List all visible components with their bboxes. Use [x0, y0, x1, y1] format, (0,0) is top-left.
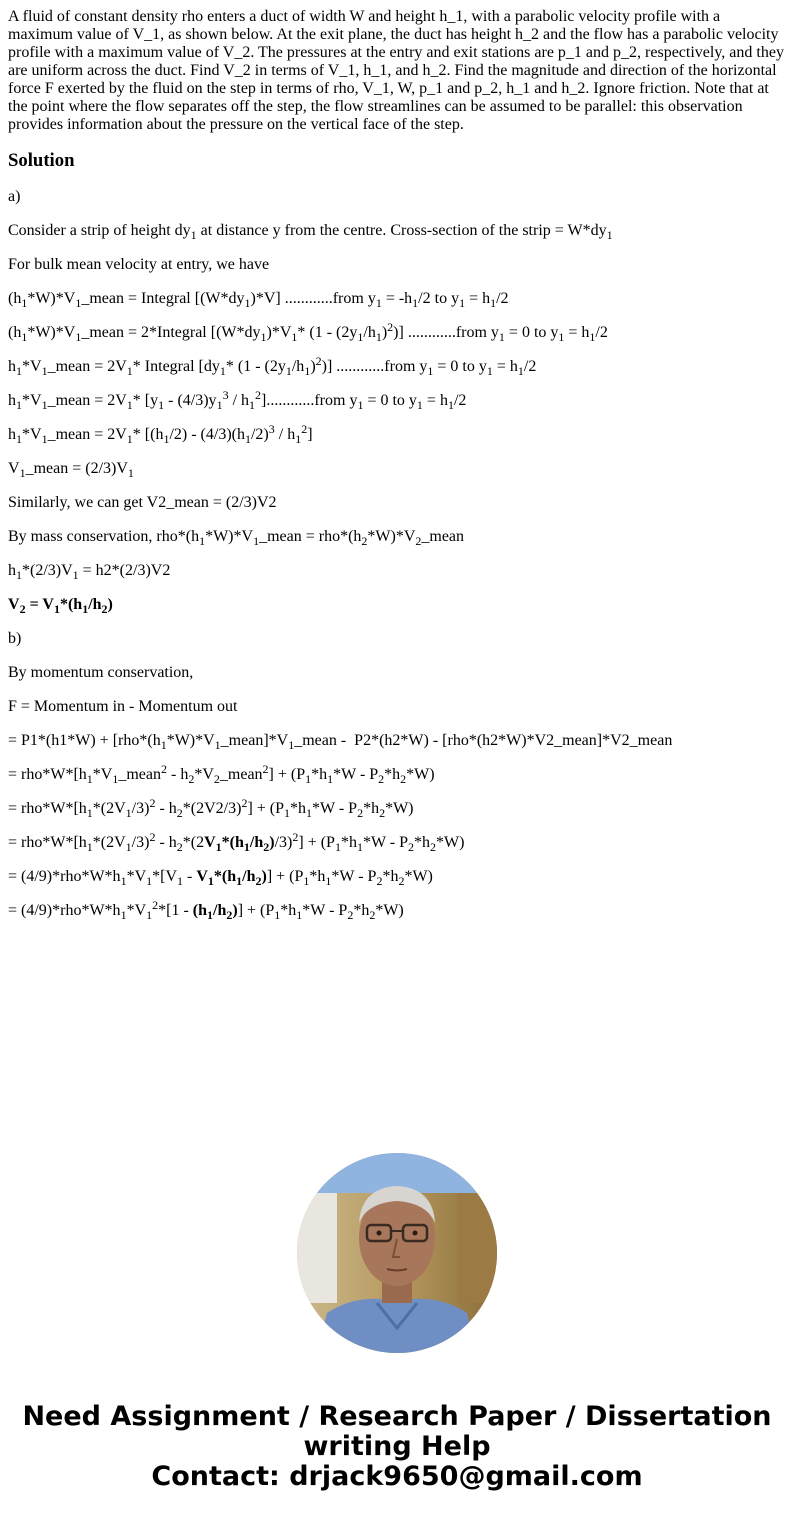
equation-line: F = Momentum in - Momentum out	[8, 698, 238, 715]
footer-line: Need Assignment / Research Paper / Dissertation	[22, 1401, 772, 1432]
equation-line: $h_1*V_1\_mean = 2V_1*$ $[(h_1/2) - (4/3)(h_1/2)^3 / h_1^2]$	[8, 422, 313, 446]
equation-line: $h_1*(2/3)V_1 = h2*(2/3)V2$	[8, 562, 171, 582]
equation-line: By momentum conservation,	[8, 664, 194, 681]
equation-line: Similarly, we can get V2_mean = (2/3)V2	[8, 494, 277, 511]
solution-heading: Solution	[8, 150, 75, 171]
result-v2: $V_2 = V_1*(h_1/h_2)$	[8, 596, 113, 616]
equation-line: = $P1*(h1*W) + [rho*(h_1*W)*V_1\_mean]*V_1\_mean - P2*(h2*W)$ - [rho*(h2*W)*V2_mean]*V2_mean	[8, 732, 673, 752]
document-body	[8, 8, 786, 936]
part-a-label: a)	[8, 188, 21, 205]
equation-line: = $(4/9)*rho*W*h_1*V_1*[V_1 - V_1*(h_1/h_2)] + (P_1*h_1*W - P_2*h_2*W)$	[8, 868, 433, 888]
equation-line: = $rho*W*[h_1*(2V_1/3)^2 - h_2*(2V2/3)^2] + (P_1*h_1*W - P_2*h_2*W)$	[8, 796, 414, 820]
equation-line: $h_1*V_1\_mean = 2V_1*$ [$y_1 - (4/3)y_1^3$ / $h_1^2]............from$ $y_1 = 0$ to $y_1 = h_1/2$	[8, 388, 467, 412]
equation-line: = $rho*W*[h_1*(2V_1/3)^2 - h_2*(2V_1*(h_1/h_2)/3)^2] + (P_1*h_1*W - P_2*h_2*W)$	[8, 830, 465, 854]
portrait-image	[297, 1153, 497, 1353]
equation-line: $h_1*V_1\_mean = 2V_1*$ Integral [$dy_1*$ $(1 - (2y_1/h_1)^2)$] ............from $y_1 = 0$ to $y_1 = h_1/2$	[8, 354, 537, 378]
equation-line: $(h_1*W)*V_1\_mean$ = Integral $[(W*dy_1)*V]$ ............from $y_1 = -h_1/2$ to $y_1 = h_1/2$	[8, 290, 509, 310]
promo-footer	[0, 1402, 794, 1492]
equation-line: For bulk mean velocity at entry, we have	[8, 256, 270, 273]
equation-line: $V_1\_mean = (2/3)V_1$	[8, 460, 134, 480]
equation-line: = $rho*W*[h_1*V_1\_mean^2$ - $h_2*V_2\_mean^2] + (P_1*h_1*W - P_2*h_2*W)$	[8, 762, 435, 786]
author-photo	[297, 1153, 497, 1353]
footer-contact: Contact: drjack9650@gmail.com	[151, 1461, 643, 1492]
equation-line: Consider a strip of height $dy_1$ at distance y from the centre. Cross-section of the strip = $W*dy_1$	[8, 222, 613, 242]
footer-line: writing Help	[303, 1431, 491, 1462]
problem-statement: A fluid of constant density rho enters a duct of width W and height h_1, with a parabolic velocity profile with a maximum value of V_1, as shown below. At the exit plane, the duct has height h_2 and the flow has a parabolic velocity profile with a maximum value of V_2. The pressures at the entry and exit stations are p_1 and p_2, respectively, and they are uniform across the duct. Find V_2 in terms of V_1, h_1, and h_2. Find the magnitude and direction of the horizontal force F exerted by the fluid on the step in terms of rho, V_1, W, p_1 and p_2, h_1 and h_2. Ignore friction. Note that at the point where the flow separates off the step, the flow streamlines can be assumed to be parallel: this observation provides information about the pressure on the vertical face of the step.	[8, 8, 784, 133]
part-b-label: b)	[8, 630, 22, 647]
equation-line: = $(4/9)*rho*W*h_1*V_1^2*[1 - (h_1/h_2)] + (P_1*h_1*W - P_2*h_2*W)$	[8, 898, 404, 922]
equation-line: $(h_1*W)*V_1\_mean$ = 2*Integral [$(W*dy_1)*V_1*$ $(1 - (2y_1/h_1)^2)$] ............from $y_1 = 0$ to $y_1 = h_1/2$	[8, 320, 608, 344]
equation-line: By mass conservation, $rho*(h_1*W)*V_1\_mean$ = $rho*(h_2*W)*V_2\_mean$	[8, 528, 465, 548]
